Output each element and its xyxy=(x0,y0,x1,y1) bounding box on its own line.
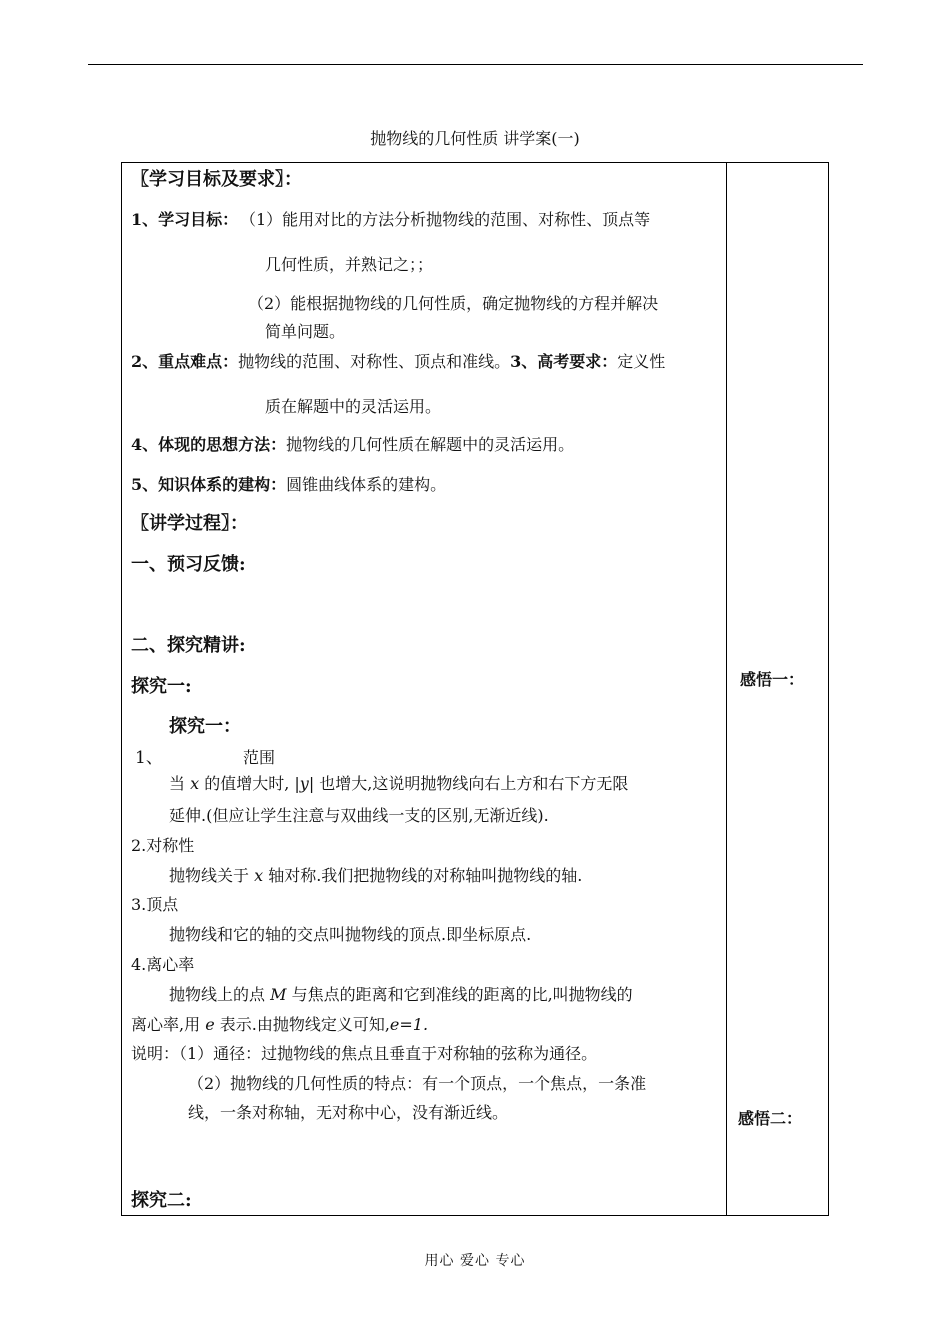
text-span: 轴对称.我们把抛物线的对称轴叫抛物线的轴. xyxy=(263,866,583,885)
point-1-number: 1、 xyxy=(135,748,163,768)
process-heading: 〖讲学过程〗： xyxy=(131,513,248,534)
point-2-title: 2.对称性 xyxy=(131,836,195,855)
text-span: 也增大,这说明抛物线向右上方和右下方无限 xyxy=(314,774,629,793)
explore-1-subheading: 探究一： xyxy=(169,716,241,737)
var-x: x xyxy=(190,774,200,793)
point-3-title: 3.顶点 xyxy=(131,895,179,914)
point-1-title: 范围 xyxy=(243,748,276,767)
table-column-divider xyxy=(726,162,727,1216)
point-1-line-b: 延伸.(但应让学生注意与双曲线一支的区别,无渐近线). xyxy=(169,806,549,825)
goal-label: 1、学习目标： xyxy=(131,210,239,229)
key-exam-line xyxy=(131,352,665,372)
reflection-2: 感悟二： xyxy=(738,1109,803,1128)
explore-1-heading: 探究一: xyxy=(131,676,192,697)
text-span: 抛物线上的点 xyxy=(169,985,271,1004)
text-span: 表示.由抛物线定义可知, xyxy=(214,1015,390,1034)
goal-1-line-a: （1）能用对比的方法分析抛物线的范围、对称性、顶点等 xyxy=(240,210,651,229)
var-e: e xyxy=(205,1015,215,1034)
var-m: M xyxy=(270,985,287,1004)
point-4-line-b xyxy=(131,1015,428,1035)
explore-2-heading: 探究二: xyxy=(131,1190,192,1211)
var-x: x xyxy=(254,866,264,885)
note-line-a: 说明：（1）通径：过抛物线的焦点且垂直于对称轴的弦称为通径。 xyxy=(131,1044,598,1063)
objectives-heading: 〖学习目标及要求〗： xyxy=(131,169,302,190)
system-text: 圆锥曲线体系的建构。 xyxy=(286,475,447,494)
reflection-1: 感悟一： xyxy=(740,670,805,689)
point-2-text xyxy=(169,866,582,886)
system-label: 5、知识体系的建构： xyxy=(131,475,287,494)
text-span: 离心率,用 xyxy=(131,1015,206,1034)
text-span: 的值增大时, xyxy=(199,774,295,793)
goal-1-line-b: 几何性质，并熟记之；； xyxy=(265,255,434,274)
page-title: 抛物线的几何性质 讲学案(一) xyxy=(370,129,580,148)
goal-2-line-b: 简单问题。 xyxy=(265,322,346,341)
eccentricity-eq: e=1. xyxy=(389,1015,429,1034)
header-rule xyxy=(88,64,863,65)
explore-heading: 二、探究精讲: xyxy=(131,635,246,656)
text-span: 与焦点的距离和它到准线的距离的比,叫抛物线的 xyxy=(286,985,633,1004)
point-3-text: 抛物线和它的轴的交点叫抛物线的顶点.即坐标原点. xyxy=(169,925,532,944)
text-span: 当 xyxy=(169,774,191,793)
point-1-line-a xyxy=(169,774,628,794)
key-label: 2、重点难点： xyxy=(131,352,239,371)
key-text: 抛物线的范围、对称性、顶点和准线。 xyxy=(238,352,511,371)
note-line-b: （2）抛物线的几何性质的特点：有一个顶点，一个焦点，一条准 xyxy=(188,1074,647,1093)
system-line xyxy=(131,475,446,495)
method-line xyxy=(131,435,574,455)
point-4-title: 4.离心率 xyxy=(131,955,195,974)
exam-text: 定义性 xyxy=(617,352,666,371)
abs-y: |y| xyxy=(294,774,315,793)
text-span: 抛物线关于 xyxy=(169,866,255,885)
page-footer: 用心 爱心 专心 xyxy=(424,1253,526,1269)
note-line-c: 线，一条对称轴，无对称中心，没有渐近线。 xyxy=(188,1103,509,1122)
method-text: 抛物线的几何性质在解题中的灵活运用。 xyxy=(286,435,575,454)
preview-heading: 一、预习反馈: xyxy=(131,554,246,575)
goal-2-line-a: （2）能根据抛物线的几何性质，确定抛物线的方程并解决 xyxy=(248,294,659,313)
method-label: 4、体现的思想方法： xyxy=(131,435,287,454)
exam-label: 3、高考要求： xyxy=(510,352,618,371)
point-4-line-a xyxy=(169,985,633,1005)
exam-text-cont: 质在解题中的灵活运用。 xyxy=(265,397,442,416)
